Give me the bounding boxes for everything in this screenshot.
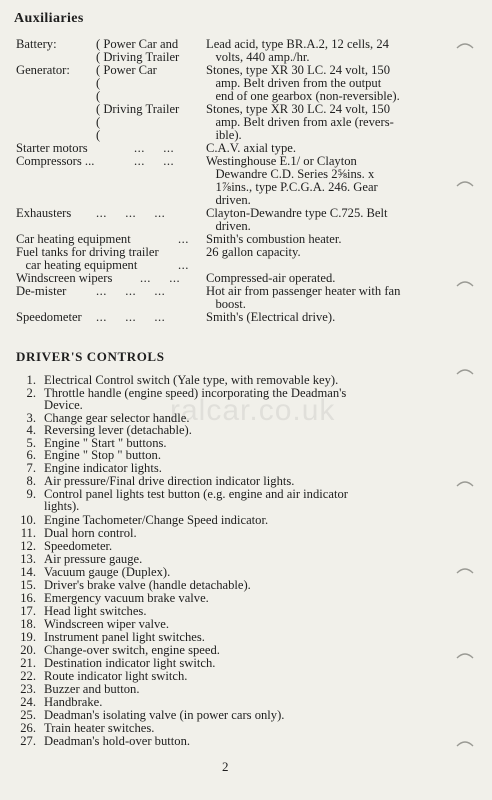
control-number: 21. <box>20 656 36 670</box>
control-text: Air pressure/Final drive direction indicator lights. <box>44 474 295 488</box>
aux-value-de-mister-1: Hot air from passenger heater with fan <box>206 284 401 298</box>
control-text: Engine " Start " buttons. <box>44 436 167 450</box>
aux-label-de-mister: De-mister <box>16 284 67 298</box>
control-number: 16. <box>20 591 36 605</box>
binder-hole-mark <box>456 178 474 188</box>
control-text: Electrical Control switch (Yale type, with removable key). <box>44 373 339 387</box>
aux-dots-starter-motors: ... ... <box>134 141 175 155</box>
aux-value-generator-6: ible). <box>206 128 242 142</box>
control-number: 22. <box>20 669 36 683</box>
control-number: 7. <box>26 461 36 475</box>
control-text: lights). <box>44 499 80 513</box>
control-text: Dual horn control. <box>44 526 137 540</box>
aux-value-de-mister-2: boost. <box>206 297 246 311</box>
aux-mid-generator-3: ( <box>96 89 101 103</box>
watermark: ralcar.co.uk <box>170 394 336 427</box>
aux-value-generator-3: end of one gearbox (non-reversible). <box>206 89 400 103</box>
control-text: Head light switches. <box>44 604 147 618</box>
control-text: Instrument panel light switches. <box>44 630 205 644</box>
aux-value-compressors-3: 1⅞ins., type P.C.G.A. 246. Gear <box>206 180 378 194</box>
control-number: 23. <box>20 682 36 696</box>
control-number: 9. <box>26 487 36 501</box>
control-number: 17. <box>20 604 36 618</box>
aux-dots-de-mister: ... ... ... <box>96 284 166 298</box>
control-text: Emergency vacuum brake valve. <box>44 591 209 605</box>
aux-value-battery-2: volts, 440 amp./hr. <box>206 50 310 64</box>
control-number: 2. <box>26 386 36 400</box>
page-number: 2 <box>222 759 229 774</box>
aux-value-compressors-2: Dewandre C.D. Series 2⅝ins. x <box>206 167 375 181</box>
control-number: 13. <box>20 552 36 566</box>
aux-mid-generator-6: ( <box>96 128 101 142</box>
aux-label-exhausters: Exhausters <box>16 206 72 220</box>
aux-label-compressors: Compressors ... <box>16 154 95 168</box>
control-text: Train heater switches. <box>44 721 155 735</box>
binder-hole-mark <box>456 40 474 50</box>
aux-label-speedometer: Speedometer <box>16 310 82 324</box>
control-number: 20. <box>20 643 36 657</box>
aux-value-generator-1: Stones, type XR 30 LC. 24 volt, 150 <box>206 63 391 77</box>
aux-value-starter-motors: C.A.V. axial type. <box>206 141 297 155</box>
aux-value-windscreen-wipers: Compressed-air operated. <box>206 271 336 285</box>
control-number: 27. <box>20 734 36 748</box>
control-text: Route indicator light switch. <box>44 669 188 683</box>
binder-hole-mark <box>456 366 474 376</box>
aux-value-compressors-1: Westinghouse E.1/ or Clayton <box>206 154 357 168</box>
aux-value-battery-1: Lead acid, type BR.A.2, 12 cells, 24 <box>206 37 389 51</box>
aux-value-speedometer: Smith's (Electrical drive). <box>206 310 336 324</box>
aux-value-exhausters-2: driven. <box>206 219 251 233</box>
binder-hole-mark <box>456 738 474 748</box>
control-number: 6. <box>26 448 36 462</box>
control-number: 8. <box>26 474 36 488</box>
binder-hole-mark <box>456 478 474 488</box>
control-number: 18. <box>20 617 36 631</box>
control-text: Deadman's isolating valve (in power cars only). <box>44 708 285 722</box>
aux-value-car-heating: Smith's combustion heater. <box>206 232 342 246</box>
control-text: Control panel lights test button (e.g. engine and air indicator <box>44 487 348 501</box>
control-number: 12. <box>20 539 36 553</box>
control-number: 26. <box>20 721 36 735</box>
binder-hole-mark <box>456 650 474 660</box>
aux-label-generator: Generator: <box>16 63 70 77</box>
aux-label-starter-motors: Starter motors <box>16 141 88 155</box>
control-text: Engine Tachometer/Change Speed indicator. <box>44 513 269 527</box>
aux-mid-generator-1: ( Power Car <box>96 63 157 77</box>
aux-value-generator-2: amp. Belt driven from the output <box>206 76 382 90</box>
aux-value-generator-4: Stones, type XR 30 LC. 24 volt, 150 <box>206 102 391 116</box>
control-number: 19. <box>20 630 36 644</box>
control-text: Vacuum gauge (Duplex). <box>44 565 171 579</box>
control-text: Driver's brake valve (handle detachable). <box>44 578 251 592</box>
aux-value-generator-5: amp. Belt driven from axle (revers- <box>206 115 394 129</box>
aux-value-exhausters-1: Clayton-Dewandre type C.725. Belt <box>206 206 388 220</box>
control-text: Engine " Stop " button. <box>44 448 161 462</box>
control-number: 25. <box>20 708 36 722</box>
control-number: 5. <box>26 436 36 450</box>
control-number: 1. <box>26 373 36 387</box>
binder-hole-mark <box>456 565 474 575</box>
auxiliaries-heading: Auxiliaries <box>14 11 84 26</box>
control-number: 11. <box>20 526 36 540</box>
control-text: Change-over switch, engine speed. <box>44 643 220 657</box>
control-text: Handbrake. <box>44 695 103 709</box>
aux-dots-windscreen-wipers: ... ... <box>140 271 181 285</box>
control-text: Deadman's hold-over button. <box>44 734 191 748</box>
aux-mid-generator-5: ( <box>96 115 101 129</box>
controls-heading: DRIVER'S CONTROLS <box>16 349 165 364</box>
control-text: Air pressure gauge. <box>44 552 143 566</box>
aux-dots-car-heating: ... <box>178 232 189 246</box>
control-number: 3. <box>26 411 36 425</box>
control-text: Speedometer. <box>44 539 113 553</box>
aux-label-fuel-tanks: Fuel tanks for driving trailer <box>16 245 159 259</box>
aux-mid-battery-1: ( Power Car and <box>96 37 179 51</box>
control-text: Change gear selector handle. <box>44 411 190 425</box>
control-text: Windscreen wiper valve. <box>44 617 170 631</box>
aux-mid-battery-2: ( Driving Trailer <box>96 50 180 64</box>
aux-dots-fuel-tanks: ... <box>178 258 189 272</box>
aux-dots-exhausters: ... ... ... <box>96 206 166 220</box>
control-number: 15. <box>20 578 36 592</box>
control-text: Engine indicator lights. <box>44 461 162 475</box>
aux-label-windscreen-wipers: Windscreen wipers <box>16 271 113 285</box>
aux-mid-generator-2: ( <box>96 76 101 90</box>
aux-value-compressors-4: driven. <box>206 193 251 207</box>
control-text: Throttle handle (engine speed) incorporating the Deadman's <box>44 386 347 400</box>
control-text: Buzzer and button. <box>44 682 140 696</box>
aux-mid-generator-4: ( Driving Trailer <box>96 102 180 116</box>
control-text: Device. <box>44 398 83 412</box>
aux-dots-compressors: ... ... <box>134 154 175 168</box>
control-text: Destination indicator light switch. <box>44 656 216 670</box>
aux-label-car-heating: Car heating equipment <box>16 232 131 246</box>
control-number: 24. <box>20 695 36 709</box>
control-text: Reversing lever (detachable). <box>44 423 192 437</box>
aux-dots-speedometer: ... ... ... <box>96 310 166 324</box>
control-number: 10. <box>20 513 36 527</box>
aux-label-fuel-tanks-2: car heating equipment <box>16 258 138 272</box>
control-number: 4. <box>26 423 36 437</box>
aux-value-fuel-tanks: 26 gallon capacity. <box>206 245 301 259</box>
binder-hole-mark <box>456 278 474 288</box>
aux-label-battery: Battery: <box>16 37 57 51</box>
control-number: 14. <box>20 565 36 579</box>
